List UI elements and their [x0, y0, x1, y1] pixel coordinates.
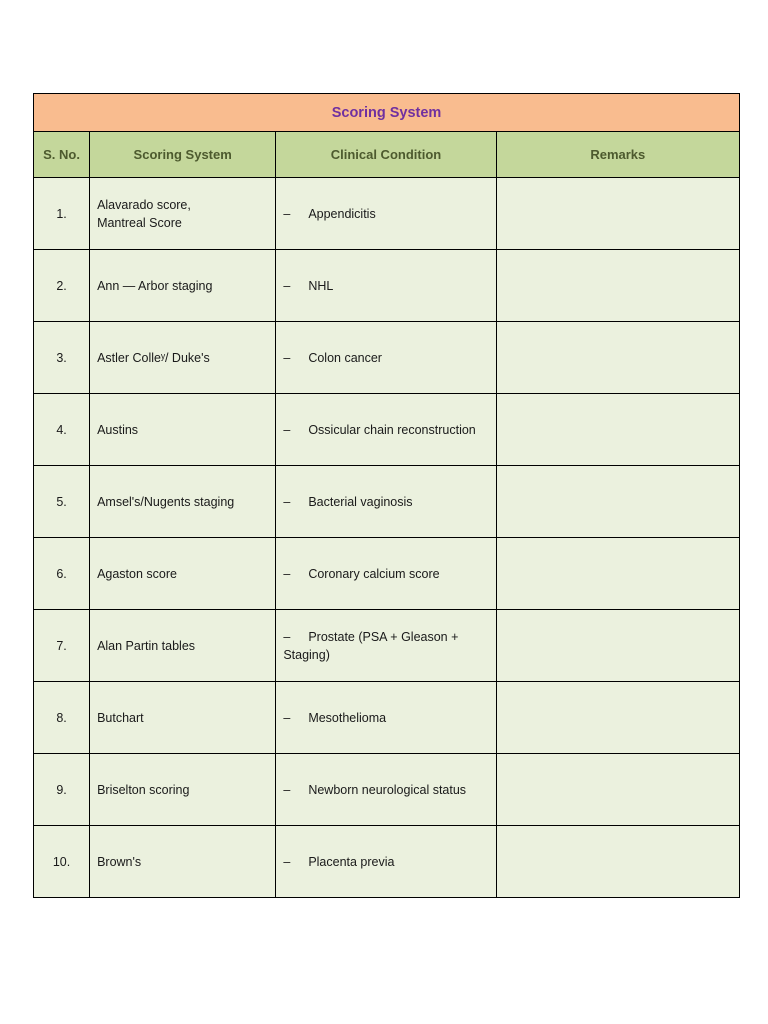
scoring-system-line1: Brown's — [97, 854, 142, 869]
row-remarks — [496, 754, 739, 826]
row-remarks — [496, 538, 739, 610]
row-clinical-condition — [276, 178, 496, 250]
dash-marker: – — [283, 854, 291, 869]
dash-marker: – — [283, 422, 291, 437]
row-scoring-system — [90, 826, 276, 898]
row-scoring-system — [90, 322, 276, 394]
row-sno: 1. — [34, 178, 90, 250]
clinical-condition-text: Bacterial vaginosis — [308, 494, 413, 509]
table-row — [34, 754, 740, 826]
row-sno: 7. — [34, 610, 90, 682]
dash-marker: – — [283, 782, 291, 797]
row-sno: 10. — [34, 826, 90, 898]
table-body — [34, 178, 740, 898]
row-scoring-system — [90, 178, 276, 250]
clinical-condition-text: Placenta previa — [308, 854, 395, 869]
row-scoring-system — [90, 610, 276, 682]
row-clinical-condition — [276, 322, 496, 394]
row-remarks — [496, 682, 739, 754]
row-sno: 6. — [34, 538, 90, 610]
dash-marker: – — [283, 278, 291, 293]
row-scoring-system — [90, 754, 276, 826]
row-sno: 8. — [34, 682, 90, 754]
header-sno: S. No. — [34, 132, 90, 178]
table-row — [34, 466, 740, 538]
row-scoring-system — [90, 394, 276, 466]
row-sno: 9. — [34, 754, 90, 826]
table-row — [34, 610, 740, 682]
row-remarks — [496, 394, 739, 466]
table-row — [34, 250, 740, 322]
table-title: Scoring System — [34, 94, 740, 132]
scoring-system-line1: Amsel's/Nugents staging — [97, 494, 235, 509]
row-scoring-system — [90, 538, 276, 610]
row-remarks — [496, 466, 739, 538]
row-remarks — [496, 178, 739, 250]
clinical-condition-text: Prostate (PSA + Gleason + — [308, 629, 459, 644]
clinical-condition-line2: Staging) — [283, 647, 330, 662]
scoring-system-line1: Alan Partin tables — [97, 638, 196, 653]
dash-marker: – — [283, 206, 291, 221]
dash-marker: – — [283, 566, 291, 581]
scoring-system-line1: Briselton scoring — [97, 782, 190, 797]
row-scoring-system — [90, 682, 276, 754]
table-row — [34, 178, 740, 250]
scoring-system-line1: Astler Colleʸ/ Duke's — [97, 350, 210, 365]
row-remarks — [496, 610, 739, 682]
scoring-system-line2: Mantreal Score — [97, 215, 182, 230]
row-clinical-condition — [276, 610, 496, 682]
clinical-condition-text: Newborn neurological status — [308, 782, 467, 797]
row-sno: 5. — [34, 466, 90, 538]
scoring-system-line1: Austins — [97, 422, 139, 437]
clinical-condition-text: Coronary calcium score — [308, 566, 440, 581]
row-clinical-condition — [276, 250, 496, 322]
clinical-condition-text: NHL — [308, 278, 334, 293]
clinical-condition-text: Colon cancer — [308, 350, 382, 365]
table-row — [34, 826, 740, 898]
scoring-system-line1: Butchart — [97, 710, 144, 725]
row-clinical-condition — [276, 466, 496, 538]
scoring-system-line1: Ann — Arbor staging — [97, 278, 213, 293]
header-scoring-system: Scoring System — [90, 132, 276, 178]
row-scoring-system — [90, 250, 276, 322]
dash-marker: – — [283, 629, 291, 644]
row-sno: 3. — [34, 322, 90, 394]
row-clinical-condition — [276, 538, 496, 610]
row-remarks — [496, 250, 739, 322]
row-clinical-condition — [276, 682, 496, 754]
header-clinical-condition: Clinical Condition — [276, 132, 496, 178]
table-title-row — [34, 94, 740, 132]
clinical-condition-text: Appendicitis — [308, 206, 376, 221]
row-sno: 4. — [34, 394, 90, 466]
row-remarks — [496, 322, 739, 394]
scoring-system-line1: Agaston score — [97, 566, 177, 581]
row-remarks — [496, 826, 739, 898]
row-sno: 2. — [34, 250, 90, 322]
table-row — [34, 538, 740, 610]
table-row — [34, 322, 740, 394]
dash-marker: – — [283, 494, 291, 509]
row-scoring-system — [90, 466, 276, 538]
table-header-row — [34, 132, 740, 178]
scoring-system-line1: Alavarado score, — [97, 197, 191, 212]
clinical-condition-text: Mesothelioma — [308, 710, 387, 725]
row-clinical-condition — [276, 754, 496, 826]
dash-marker: – — [283, 350, 291, 365]
header-remarks: Remarks — [496, 132, 739, 178]
dash-marker: – — [283, 710, 291, 725]
row-clinical-condition — [276, 394, 496, 466]
clinical-condition-text: Ossicular chain reconstruction — [308, 422, 476, 437]
table-row — [34, 682, 740, 754]
scoring-system-table — [33, 93, 740, 898]
row-clinical-condition — [276, 826, 496, 898]
table-row — [34, 394, 740, 466]
